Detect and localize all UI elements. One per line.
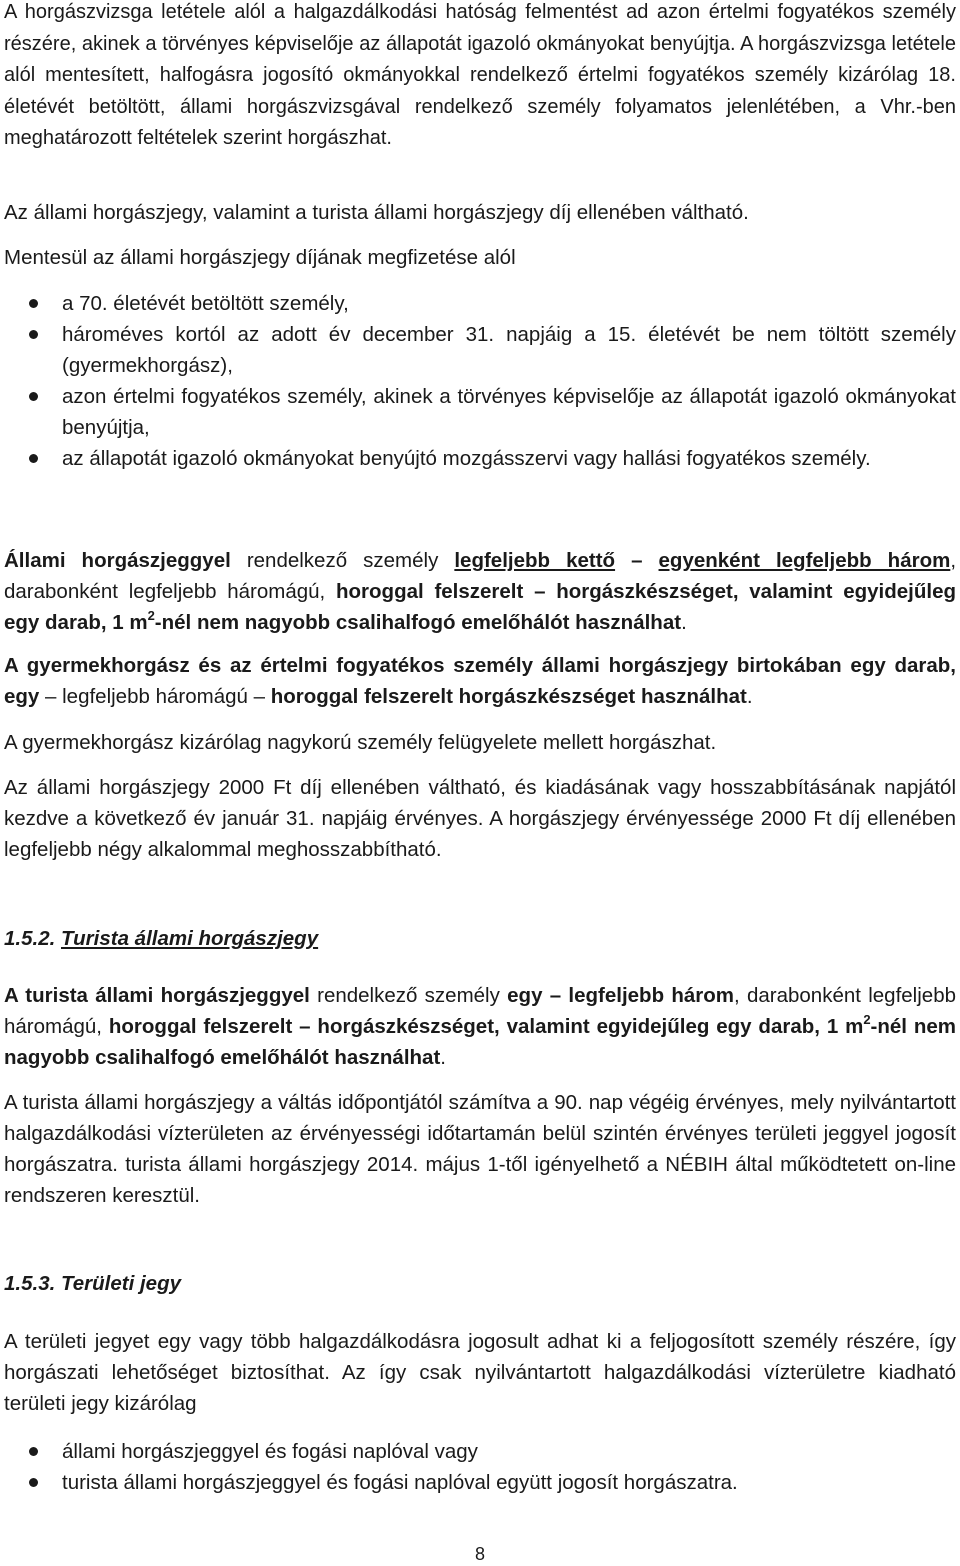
list-item: állami horgászjeggyel és fogási naplóval vagy — [4, 1436, 956, 1467]
paragraph-child-supervision: A gyermekhorgász kizárólag nagykorú személy felügyelete mellett horgászhat. — [4, 731, 717, 754]
paragraph-tourist-ticket-gear: A turista állami horgászjeggyel rendelkező személy egy – legfeljebb három, darabonként legfeljebb háromágú, horoggal felszerelt – horgászkészséget, valamint egyidejűleg egy darab, 1 $m^2$-nél nem nagyobb csalihalfogó emelőhálót használhat. — [4, 984, 957, 1069]
paragraph-fee-exemption-intro: Mentesül az állami horgászjegy díjának megfizetése alól — [4, 246, 516, 269]
list-item: a 70. életévét betöltött személy, — [4, 288, 956, 319]
section-heading-area-ticket: 1.5.3. Területi jegy — [4, 1272, 181, 1295]
paragraph-tourist-ticket-validity: A turista állami horgászjegy a váltás időpontjától számítva a 90. nap végéig érvényes, mely nyilvántartott halgazdálkodási vízterületen az érvényességi időtartamán belül szintén érvényes területi jeggyel jogosít horgászatra. turista állami horgászjegy 2014. május 1-től igényelhető a NÉBIH által működtetett on-line rendszeren keresztül. — [4, 1091, 956, 1207]
section-heading-tourist-ticket: 1.5.2. Turista állami horgászjegy — [4, 927, 319, 950]
bullet-icon — [29, 392, 38, 401]
paragraph-area-ticket: A területi jegyet egy vagy több halgazdálkodásra jogosult adhat ki a feljogosított személy részére, így horgászati lehetőséget biztosíthat. Az így csak nyilvántartott halgazdálkodási vízterületre kiadható területi jegy kizárólag — [4, 1330, 956, 1415]
paragraph-ticket-validity: Az állami horgászjegy 2000 Ft díj ellenében váltható, és kiadásának vagy hosszabbításának napjától kezdve a következő év január 31. napjáig érvényes. A horgászjegy érvényessége 2000 Ft díj ellenében legfeljebb négy alkalommal meghosszabbítható. — [4, 776, 956, 861]
bullet-icon — [29, 1478, 38, 1487]
paragraph-child-angler-gear: A gyermekhorgász és az értelmi fogyatékos személy állami horgászjegy birtokában egy darab, egy – legfeljebb háromágú – horoggal felszerelt horgászkészséget használhat. — [4, 654, 956, 708]
list-item: az állapotát igazoló okmányokat benyújtó mozgásszervi vagy hallási fogyatékos személy. — [4, 443, 956, 474]
area-ticket-list — [4, 1436, 956, 1498]
bullet-icon — [29, 1447, 38, 1456]
bullet-icon — [29, 454, 38, 463]
list-item: turista állami horgászjeggyel és fogási naplóval együtt jogosít horgászatra. — [4, 1467, 956, 1498]
page-number: 8 — [474, 1544, 485, 1564]
paragraph-exemption-rules: A horgászvizsga letétele alól a halgazdálkodási hatóság felmentést ad azon értelmi fogyatékos személy részére, akinek a törvényes képviselője az állapotát igazoló okmányokat benyújtja. A horgászvizsga letétele alól mentesített, halfogásra jogosító okmányokkal rendelkező értelmi fogyatékos személy kizárólag 18. életévét betöltött, állami horgászvizsgával rendelkező személy folyamatos jelenlétében, a Vhr.-ben meghatározott feltételek szerint horgászhat. — [4, 1, 956, 149]
fee-exemption-list — [4, 288, 956, 474]
bullet-icon — [29, 330, 38, 339]
list-item: hároméves kortól az adott év december 31. napjáig a 15. életévét be nem töltött személy (gyermekhorgász), — [4, 319, 956, 381]
bullet-icon — [29, 299, 38, 308]
list-item: azon értelmi fogyatékos személy, akinek a törvényes képviselője az állapotát igazoló okmányokat benyújtja, — [4, 381, 956, 443]
paragraph-ticket-fee: Az állami horgászjegy, valamint a turista állami horgászjegy díj ellenében váltható. — [4, 201, 749, 224]
paragraph-state-ticket-gear: Állami horgászjeggyel rendelkező személy legfeljebb kettő – egyenként legfeljebb három, darabonként legfeljebb háromágú, horoggal felszerelt – horgászkészséget, valamint egyidejűleg egy darab, 1 $m^2$-nél nem nagyobb csalihalfogó emelőhálót használhat. — [4, 549, 957, 634]
